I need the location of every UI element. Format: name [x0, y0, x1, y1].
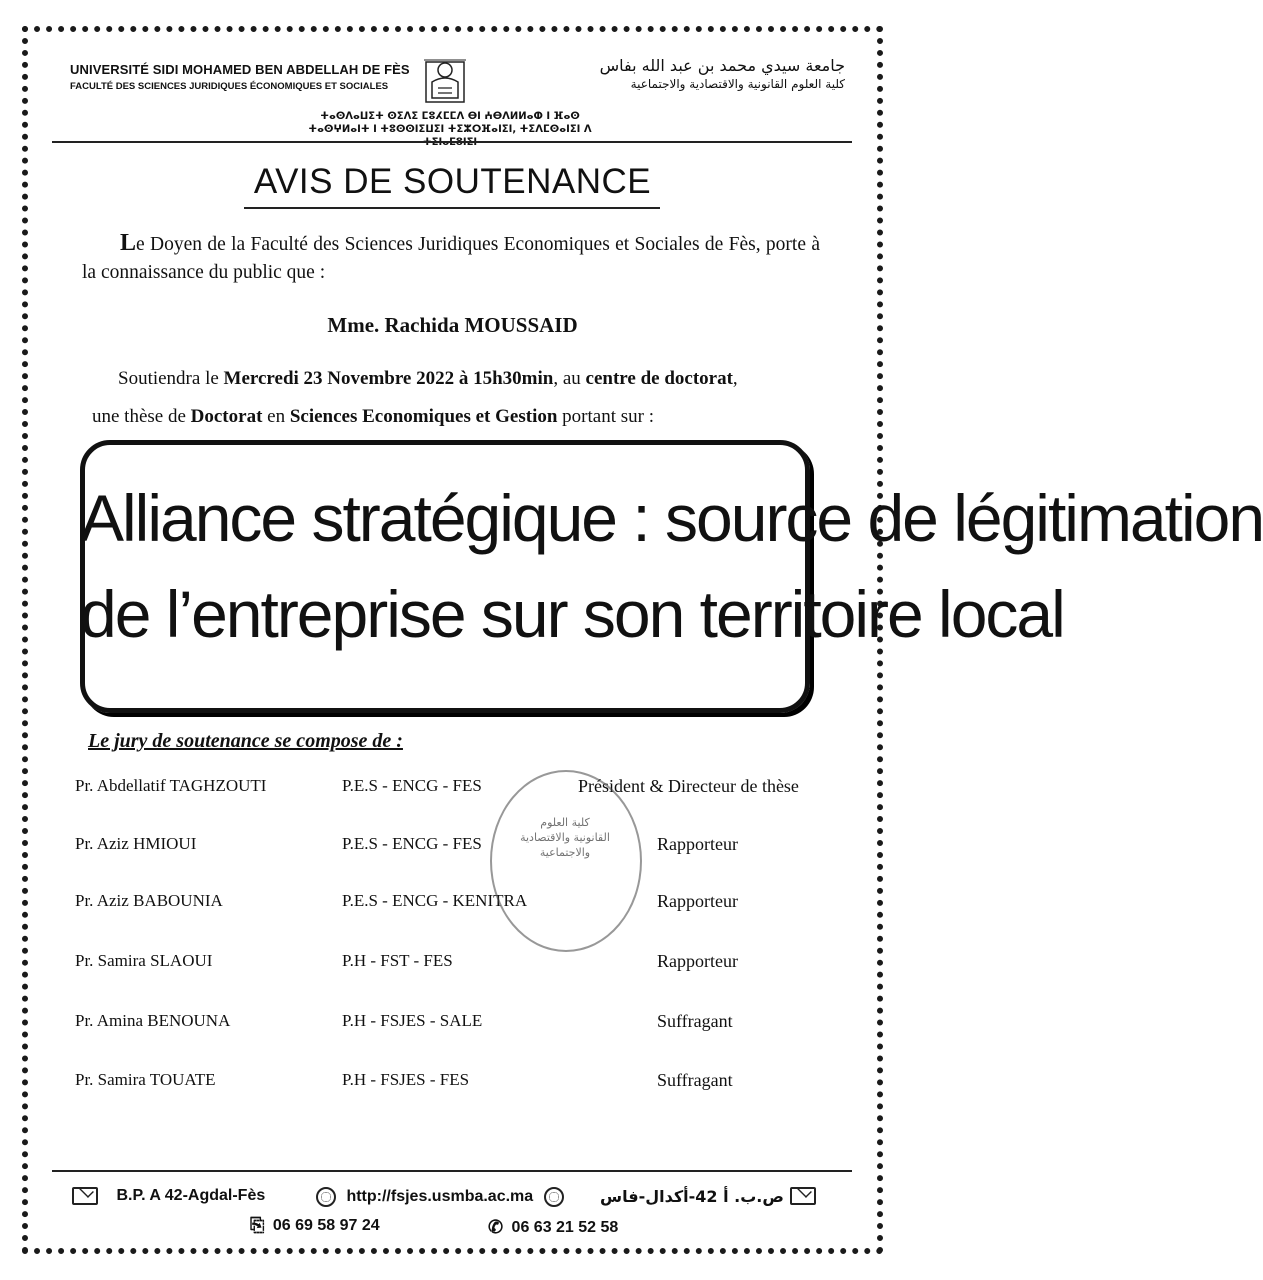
jury-row — [0, 951, 905, 981]
tifinagh-line-2: ⵜⴰⵙⵖⵍⴰⵏⵜ ⵏ ⵜⵓⵙⵙⵏⵉⵡⵉⵏ ⵜⵉⵣⵔⴼⴰⵏⵉⵏ, ⵜⵉⴷⵎⵙⴰⵏⵉⵏ ⴷ ⵜⵉⵏⴰⵎⵓⵏⵉⵏ — [308, 124, 592, 148]
footer-divider — [52, 1170, 852, 1172]
text-fragment: , — [732, 368, 738, 389]
text-fragment: Soutiendra le — [118, 368, 224, 389]
text-fragment: en — [262, 406, 290, 427]
jury-heading: Le jury de soutenance se compose de : — [88, 730, 403, 752]
globe-icon — [544, 1187, 564, 1207]
jury-member-role: Suffragant — [657, 1070, 733, 1090]
stamp-line: كلية العلوم — [540, 816, 590, 829]
jury-member-affiliation: P.H - FSJES - FES — [342, 1070, 470, 1089]
thesis-title-line-2: de l’entreprise sur son territoire local — [80, 577, 1064, 651]
stamp-line: والاجتماعية — [539, 846, 591, 859]
footer-address-fr — [72, 1187, 265, 1205]
globe-icon — [316, 1187, 336, 1207]
text-fragment: une thèse de — [92, 406, 191, 427]
jury-member-affiliation: P.H - FST - FES — [342, 951, 453, 970]
thesis-title — [80, 470, 1263, 662]
footer-phone[interactable] — [488, 1217, 618, 1238]
footer-envelope-right — [790, 1187, 816, 1205]
phone-number[interactable]: 06 63 21 52 58 — [511, 1218, 619, 1236]
university-line-ar: جامعة سيدي محمد بن عبد الله بفاس — [599, 56, 845, 75]
jury-row — [0, 891, 905, 921]
university-name-ar — [600, 56, 845, 91]
jury-member-affiliation: P.E.S - ENCG - FES — [342, 776, 482, 795]
jury-member-role: Président & Directeur de thèse — [578, 776, 799, 796]
jury-member-role: Suffragant — [657, 1011, 733, 1031]
faculty-line-ar: كلية العلوم القانونية والاقتصادية والاجتماعية — [630, 77, 845, 91]
university-name-tifinagh — [280, 110, 620, 149]
jury-member-affiliation: P.H - FSJES - SALE — [342, 1011, 483, 1030]
jury-member-name: Pr. Amina BENOUNA — [75, 1011, 231, 1030]
title-underline — [244, 207, 660, 209]
jury-row — [0, 1070, 905, 1100]
envelope-icon — [790, 1187, 816, 1205]
defense-date: Mercredi 23 Novembre 2022 à 15h30min — [223, 368, 554, 389]
candidate-name: Mme. Rachida MOUSSAID — [327, 313, 578, 337]
thesis-title-line-1: Alliance stratégique : source de légitimation — [80, 481, 1263, 555]
defense-place: centre de doctorat — [585, 368, 733, 389]
faculty-line: FACULTÉ DES SCIENCES JURIDIQUES ÉCONOMIQUES ET SOCIALES — [70, 81, 389, 92]
envelope-icon — [72, 1187, 98, 1205]
jury-row — [0, 776, 905, 806]
degree: Doctorat — [190, 406, 263, 427]
faculty-stamp-text — [510, 815, 620, 860]
jury-member-name: Pr. Aziz HMIOUI — [75, 834, 197, 853]
header-divider — [52, 141, 852, 143]
phone-icon: ✆ — [488, 1217, 504, 1237]
field-of-study: Sciences Economiques et Gestion — [289, 406, 558, 427]
university-line: UNIVERSITÉ SIDI MOHAMED BEN ABDELLAH DE FÈS — [70, 62, 410, 77]
footer-website[interactable] — [316, 1187, 564, 1207]
tifinagh-line-1: ⵜⴰⵙⴷⴰⵡⵉⵜ ⵙⵉⴷⵉ ⵎⵓⵃⵎⵎⴷ ⴱⵏ ⵄⴱⴷⵍⵍⴰⵀ ⵏ ⴼⴰⵙ — [320, 111, 580, 122]
jury-row — [0, 1011, 905, 1041]
drop-initial: L — [120, 230, 137, 256]
jury-row — [0, 834, 905, 864]
jury-member-name: Pr. Aziz BABOUNIA — [75, 891, 223, 910]
address-ar: ص.ب. أ 42-أكدال-فاس — [600, 1187, 784, 1206]
page-title: AVIS DE SOUTENANCE — [253, 162, 652, 201]
university-logo-icon — [420, 52, 470, 110]
text-fragment: , au — [553, 368, 586, 389]
text-fragment: portant sur : — [557, 406, 654, 427]
jury-member-name: Pr. Abdellatif TAGHZOUTI — [75, 776, 267, 795]
university-name-fr — [70, 62, 410, 92]
intro-text: e Doyen de la Faculté des Sciences Juridiques Economiques et Sociales de Fès, porte à la connaissance du public que : — [82, 234, 820, 283]
faculty-stamp — [490, 770, 642, 952]
fax-number: 06 69 58 97 24 — [272, 1216, 380, 1234]
fax-icon: ⎘ — [250, 1215, 265, 1235]
website-link[interactable]: http://fsjes.usmba.ac.ma — [346, 1188, 534, 1206]
soutenance-line-1 — [118, 368, 738, 390]
stamp-line: القانونية والاقتصادية — [520, 831, 610, 844]
jury-member-name: Pr. Samira SLAOUI — [75, 951, 213, 970]
intro-paragraph — [82, 229, 820, 287]
soutenance-line-2 — [92, 406, 654, 428]
jury-member-role: Rapporteur — [657, 951, 738, 971]
jury-member-role: Rapporteur — [657, 891, 738, 911]
footer-fax — [250, 1215, 380, 1236]
jury-member-affiliation: P.E.S - ENCG - FES — [342, 834, 482, 853]
jury-member-role: Rapporteur — [657, 834, 738, 854]
jury-member-affiliation: P.E.S - ENCG - KENITRA — [342, 891, 528, 910]
address-fr: B.P. A 42-Agdal-Fès — [116, 1187, 266, 1205]
jury-member-name: Pr. Samira TOUATE — [75, 1070, 216, 1089]
footer-address-ar — [600, 1187, 784, 1206]
